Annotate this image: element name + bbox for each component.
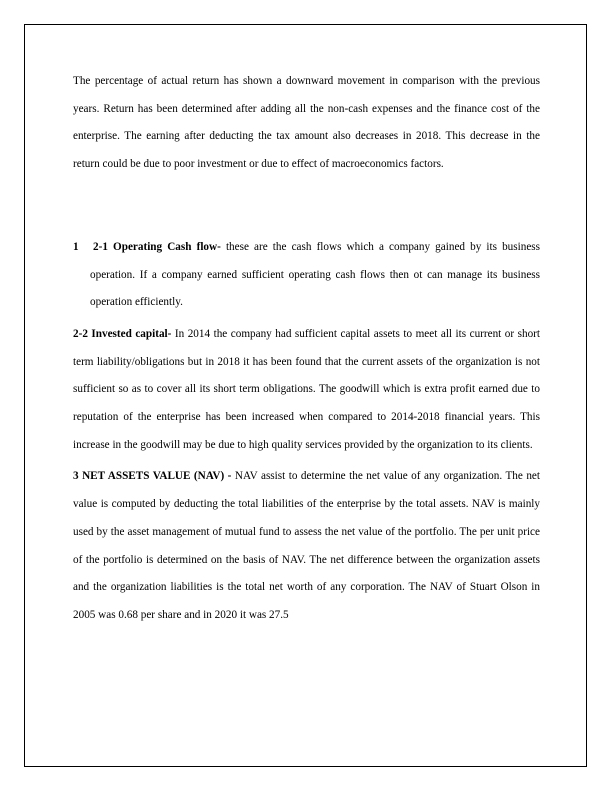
operating-cash-flow-heading: 2-1 Operating Cash flow- (93, 240, 221, 253)
document-body (73, 68, 540, 630)
operating-cash-flow-item (73, 234, 540, 317)
operating-cash-flow-body: these are the cash flows which a company gained by its business operation. If a company earned sufficient operating cash flows then ot can manage its business operation efficiently. (90, 240, 540, 309)
intro-paragraph: The percentage of actual return has shown a downward movement in comparison with the previous years. Return has been determined after adding all the non-cash expenses and the finance cost of the enterprise. The earning after deducting the tax amount also decreases in 2018. This decrease in the return could be due to poor investment or due to effect of macroeconomics factors. (73, 75, 540, 171)
nav-heading: 3 NET ASSETS VALUE (NAV) - (73, 470, 232, 483)
nav-paragraph (73, 463, 540, 629)
invested-capital-body: In 2014 the company had sufficient capital assets to meet all its current or short term liability/obligations but in 2018 it has been found that the current assets of the organization is not sufficient so as to cover all its short term obligations. The goodwill which is extra profit earned due to reputation of the enterprise has been increased when compared to 2014-2018 financial years. This increase in the goodwill may be due to high quality services provided by the organization to its clients. (73, 327, 540, 451)
invested-capital-paragraph (73, 321, 540, 460)
list-number: 1 (73, 240, 79, 253)
invested-capital-heading: 2-2 Invested capital- (73, 327, 172, 340)
nav-body: NAV assist to determine the net value of any organization. The net value is computed by deducting the total liabilities of the enterprise by the total assets. NAV is mainly used by the asset management of mutual fund to assess the net value of the portfolio. The per unit price of the portfolio is determined on the basis of NAV. The net difference between the organization assets and the organization liabilities is the total net worth of any corporation. The NAV of Stuart Olson in 2005 was 0.68 per share and in 2020 it was 27.5 (73, 470, 540, 621)
